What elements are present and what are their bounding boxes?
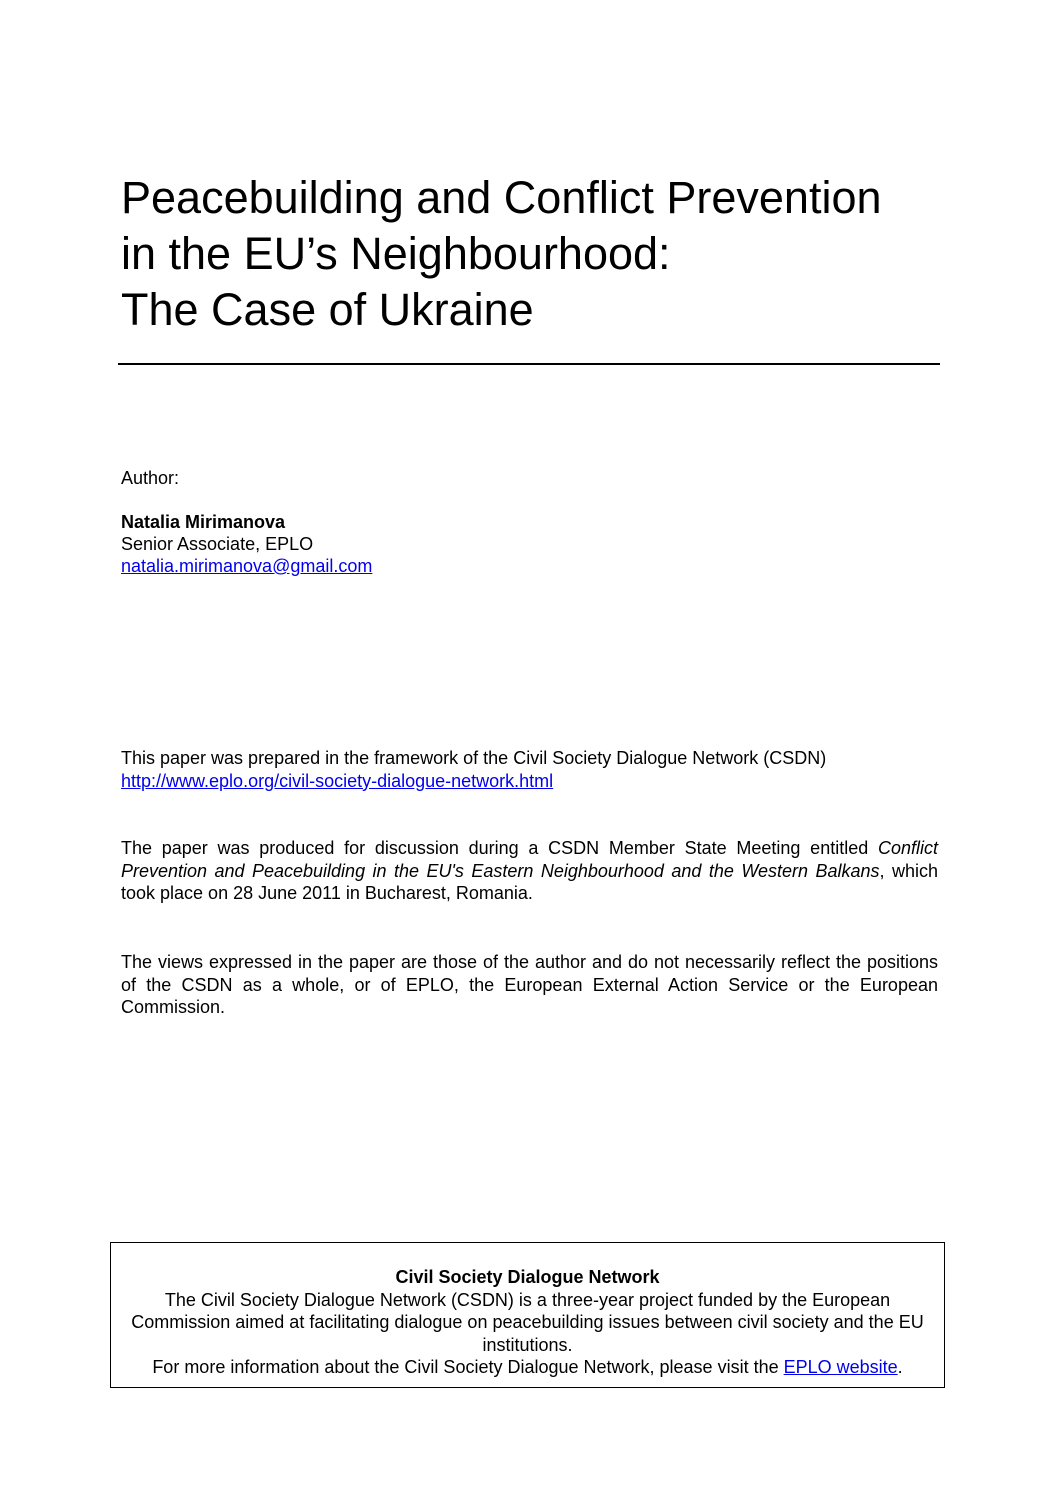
csdn-url-link[interactable]: http://www.eplo.org/civil-society-dialogue-network.html	[121, 770, 554, 791]
framework-paragraph	[121, 747, 938, 792]
author-email-link[interactable]: natalia.mirimanova@gmail.com	[121, 556, 373, 576]
author-label: Author:	[121, 468, 180, 488]
title-line-3: The Case of Ukraine	[121, 284, 534, 335]
box-title: Civil Society Dialogue Network	[395, 1267, 660, 1287]
disclaimer-paragraph: The views expressed in the paper are those of the author and do not necessarily reflect the positions of the CSDN as a whole, or of EPLO, the European External Action Service or the European Commission.	[121, 952, 938, 1017]
meeting-text-after: , which took place on 28 June 2011 in Bucharest, Romania.	[121, 860, 939, 903]
framework-text: This paper was prepared in the framework of the Civil Society Dialogue Network (CSDN)	[121, 748, 827, 768]
box-more-text: For more information about the Civil Society Dialogue Network, please visit the	[152, 1357, 784, 1377]
eplo-website-link[interactable]: EPLO website	[783, 1357, 898, 1377]
title-line-2: in the EU’s Neighbourhood:	[121, 228, 671, 279]
author-role: Senior Associate, EPLO	[121, 534, 314, 554]
title-divider	[118, 363, 940, 365]
author-name: Natalia Mirimanova	[121, 512, 286, 532]
box-more-info	[111, 1356, 944, 1379]
meeting-paragraph	[121, 837, 938, 905]
box-more-end: .	[897, 1357, 903, 1377]
document-title	[121, 170, 951, 338]
meeting-title: Conflict Prevention and Peacebuilding in the EU's Eastern Neighbourhood and the Western Balkans	[121, 838, 938, 881]
csdn-info-box	[110, 1242, 945, 1388]
box-description: The Civil Society Dialogue Network (CSDN) is a three-year project funded by the European Commission aimed at facilitating dialogue on peacebuilding issues between civil society and the EU institutions.	[131, 1289, 924, 1355]
title-line-1: Peacebuilding and Conflict Prevention	[121, 172, 882, 223]
author-block	[121, 467, 372, 577]
meeting-text-before: The paper was produced for discussion during a CSDN Member State Meeting entitled	[121, 838, 878, 858]
